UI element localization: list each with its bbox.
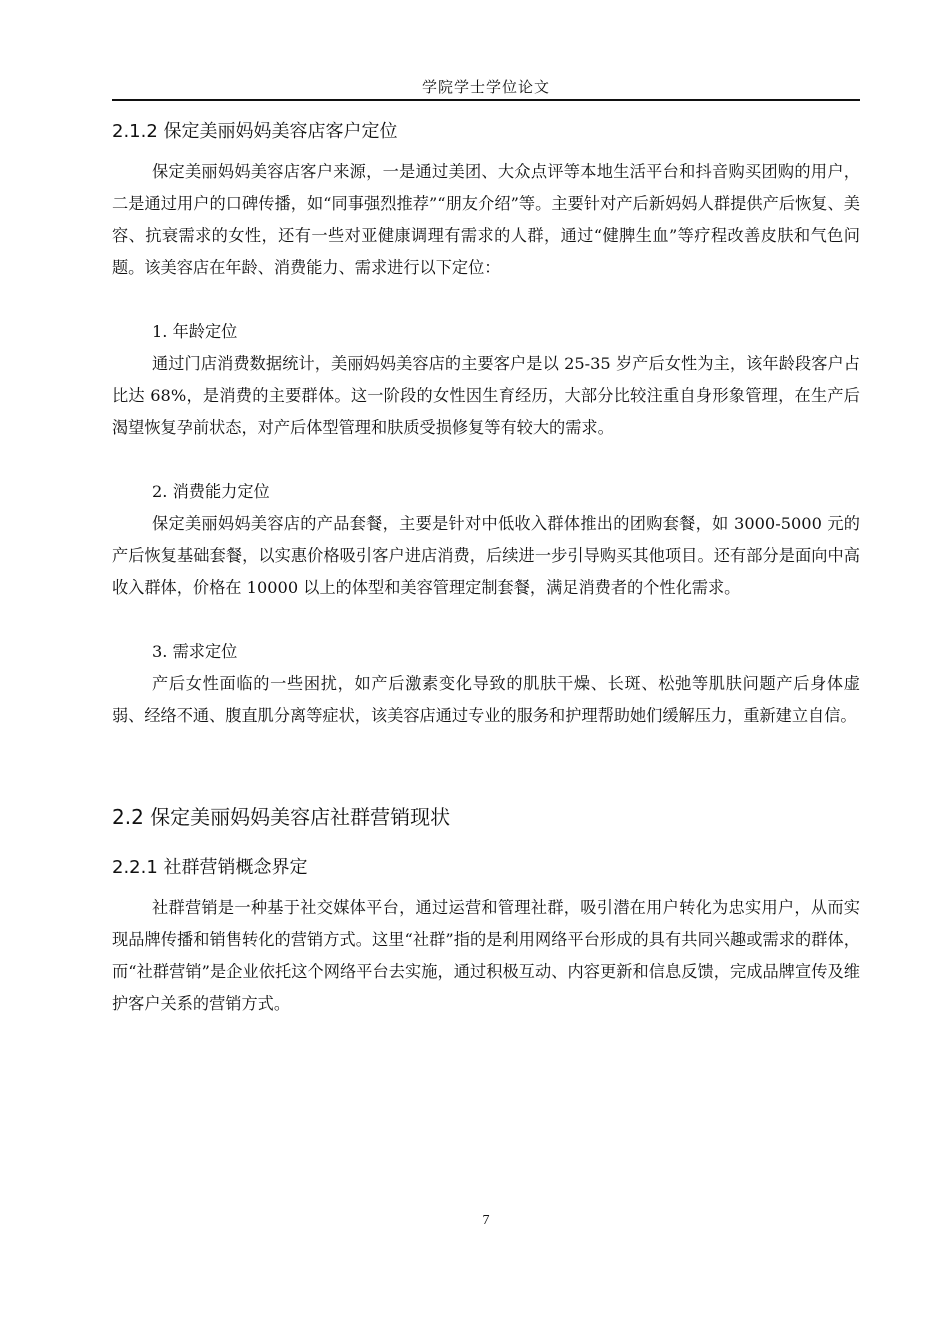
paragraph-community-marketing-definition: 社群营销是一种基于社交媒体平台，通过运营和管理社群，吸引潜在用户转化为忠实用户，从而实现品牌传播和销售转化的营销方式。这里“社群”指的是利用网络平台形成的具有共同兴趣或需求的群体，而“社群营销”是企业依托这个网络平台去实施，通过积极互动、内容更新和信息反馈，完成品牌宣传及维护客户关系的营销方式。 — [112, 898, 860, 1013]
list-item-label-demand: 3. 需求定位 — [152, 642, 238, 661]
page-number: 7 — [482, 1213, 490, 1228]
section-heading-2-2-1: 2.2.1 社群营销概念界定 — [112, 857, 308, 878]
section-intro-paragraph: 保定美丽妈妈美容店客户来源，一是通过美团、大众点评等本地生活平台和抖音购买团购的用户，二是通过用户的口碑传播，如“同事强烈推荐”“朋友介绍”等。主要针对产后新妈妈人群提供产后恢复、美容、抗衰需求的女性，还有一些对亚健康调理有需求的人群，通过“健脾生血”等疗程改善皮肤和气色问题。该美容店在年龄、消费能力、需求进行以下定位： — [112, 162, 860, 277]
paragraph-demand-positioning: 产后女性面临的一些困扰，如产后激素变化导致的肌肤干燥、长斑、松弛等肌肤问题产后身体虚弱、经络不通、腹直肌分离等症状，该美容店通过专业的服务和护理帮助她们缓解压力，重新建立自信。 — [112, 674, 860, 725]
list-item-label-age: 1. 年龄定位 — [152, 322, 238, 341]
section-heading-2-1-2: 2.1.2 保定美丽妈妈美容店客户定位 — [112, 121, 398, 142]
header-divider — [112, 99, 860, 101]
paragraph-spending-positioning: 保定美丽妈妈美容店的产品套餐，主要是针对中低收入群体推出的团购套餐，如 3000-5000 元的产后恢复基础套餐，以实惠价格吸引客户进店消费，后续进一步引导购买其他项目。还有部分是面向中高收入群体，价格在 10000 以上的体型和美容管理定制套餐，满足消费者的个性化需求。 — [112, 514, 860, 597]
paragraph-age-positioning: 通过门店消费数据统计，美丽妈妈美容店的主要客户是以 25-35 岁产后女性为主，该年龄段客户占比达 68%，是消费的主要群体。这一阶段的女性因生育经历，大部分比较注重自身形象管理，在生产后渴望恢复孕前状态，对产后体型管理和肤质受损修复等有较大的需求。 — [112, 354, 860, 437]
section-heading-2-2: 2.2 保定美丽妈妈美容店社群营销现状 — [112, 805, 451, 829]
list-item-label-spending: 2. 消费能力定位 — [152, 482, 270, 501]
running-header: 学院学士学位论文 — [421, 78, 550, 96]
